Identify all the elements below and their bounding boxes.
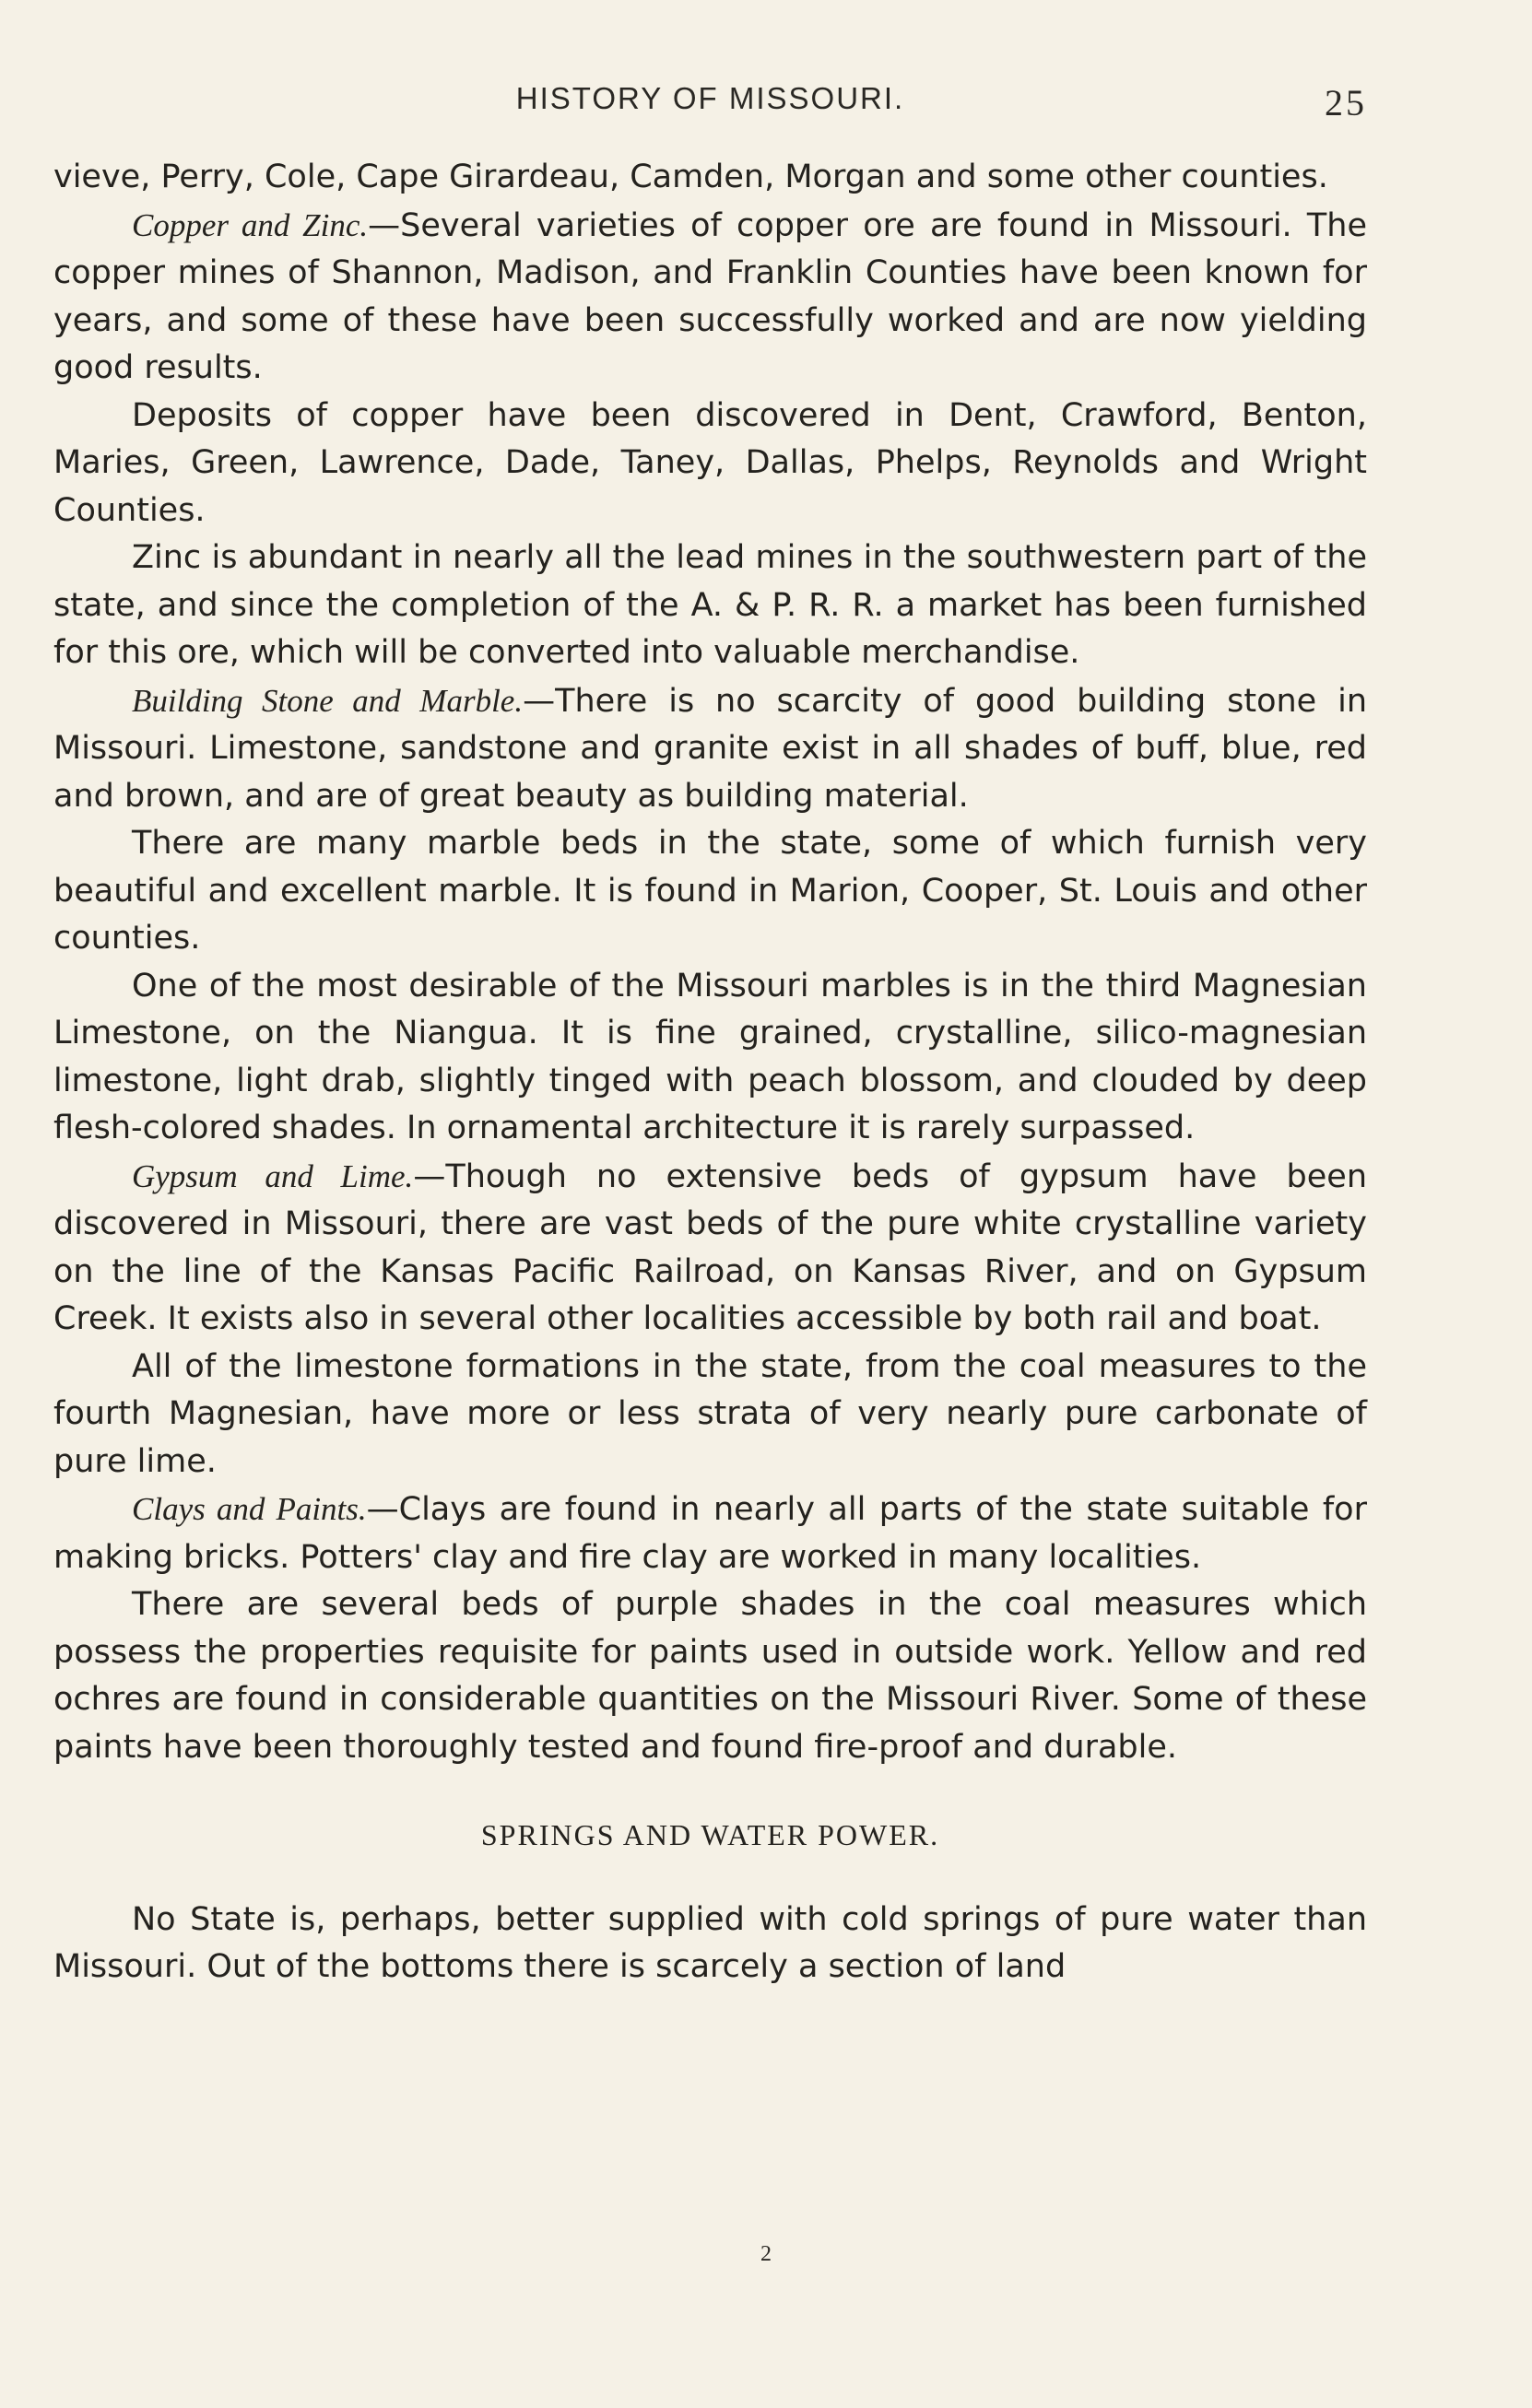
paragraph-heading: Gypsum and Lime. (132, 1157, 414, 1194)
paragraph (53, 393, 1367, 535)
paragraph (53, 963, 1367, 1153)
paragraph-text: Deposits of copper have been discovered in Dent, Crawford, Benton, Maries, Green, Lawrence, Dade, Taney, Dallas, Phelps, Reynolds and Wright Counties. (53, 396, 1367, 529)
signature-mark: 2 (760, 2242, 772, 2266)
paragraph-text: —There is no scarcity of good building stone in Missouri. Limestone, sandstone and granite exist in all shades of buff, blue, red and brown, and are of great beauty as building material. (53, 682, 1367, 815)
paragraph-heading: Copper and Zinc. (132, 206, 369, 243)
paragraph (53, 1344, 1367, 1486)
body-text (53, 154, 1367, 1991)
paragraph (53, 677, 1367, 821)
paragraph-text: All of the limestone formations in the state, from the coal measures to the fourth Magnesian, have more or less strata of very nearly pure carbonate of pure lime. (53, 1347, 1367, 1480)
paragraph (53, 154, 1367, 202)
section-heading: SPRINGS AND WATER POWER. (480, 1818, 940, 1851)
paragraph-text: —Though no extensive beds of gypsum have been discovered in Missouri, there are vast beds of the pure white crystalline variety on the line of the Kansas Pacific Railroad, on Kansas River, and on Gypsum Creek. It exists also in several other localities accessible by both rail and boat. (53, 1157, 1367, 1337)
paragraph (53, 1153, 1367, 1344)
paragraph-heading: Building Stone and Marble. (132, 682, 524, 719)
page-number: 25 (1325, 82, 1367, 123)
paragraph-text: —Several varieties of copper ore are found in Missouri. The copper mines of Shannon, Madison, and Franklin Counties have been known for years, and some of these have been successfully worked and are now yielding good results. (53, 206, 1367, 386)
paragraph-heading: Clays and Paints. (132, 1491, 367, 1527)
page-header (53, 81, 1367, 127)
paragraph (53, 1486, 1367, 1581)
paragraph-text: One of the most desirable of the Missouri marbles is in the third Magnesian Limestone, on the Niangua. It is fine grained, crystalline, silico-magnesian limestone, light drab, slightly tinged with peach blossom, and clouded by deep flesh-colored shades. In ornamental architecture it is rarely surpassed. (53, 967, 1367, 1146)
paragraph (53, 820, 1367, 963)
paragraph-text: —Clays are found in nearly all parts of the state suitable for making bricks. Potters' clay and fire clay are worked in many localities. (53, 1491, 1367, 1576)
paragraph-text: No State is, perhaps, better supplied with cold springs of pure water than Missouri. Out of the bottoms there is scarcely a section of land (53, 1900, 1367, 1985)
paragraph (53, 1581, 1367, 1771)
paragraph-text: vieve, Perry, Cole, Cape Girardeau, Camden, Morgan and some other counties. (53, 159, 1328, 195)
paragraph-text: Zinc is abundant in nearly all the lead mines in the southwestern part of the state, and since the completion of the A. & P. R. R. a market has been furnished for this ore, which will be converted into valuable merchandise. (53, 539, 1367, 671)
paragraph (53, 534, 1367, 677)
paragraph-text: There are many marble beds in the state, some of which furnish very beautiful and excellent marble. It is found in Marion, Cooper, St. Louis and other counties. (53, 825, 1367, 957)
paragraph (53, 1897, 1367, 1991)
running-title: HISTORY OF MISSOURI. (515, 81, 905, 115)
paragraph (53, 202, 1367, 393)
paragraph-text: There are several beds of purple shades in the coal measures which possess the properties requisite for paints used in outside work. Yellow and red ochres are found in considerable quantities on the Missouri River. Some of these paints have been thoroughly tested and found fire-proof and durable. (53, 1586, 1367, 1766)
